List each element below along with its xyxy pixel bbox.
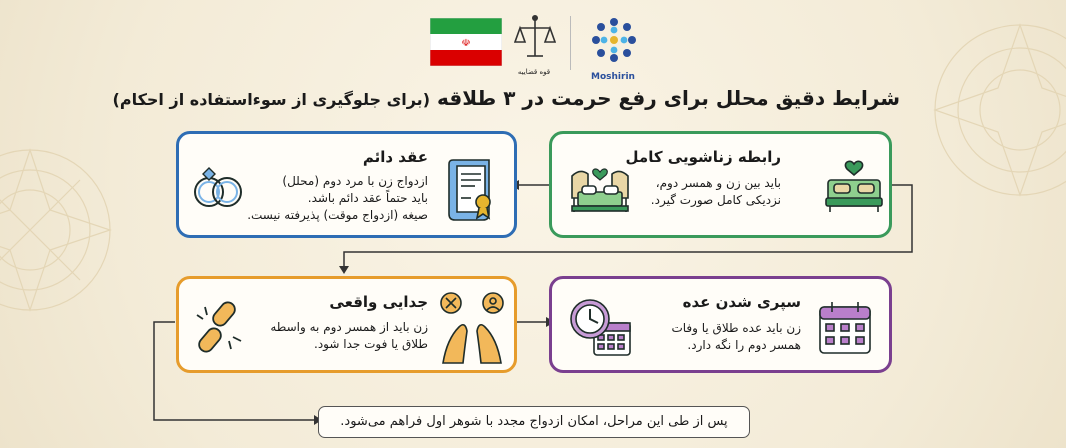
title-note: (برای جلوگیری از سوءاستفاده از احکام) [112,90,430,109]
step-title: رابطه زناشویی کامل [625,148,781,166]
title-main: شرایط دقیق محلل برای رفع حرمت در ۳ طلاقه [436,86,900,110]
marriage-contract-icon [443,154,501,224]
step-card-intercourse [549,131,892,238]
brand-name: Moshirin [591,72,635,82]
svg-text:☫: ☫ [461,38,471,49]
calendar-icon [816,299,874,357]
step-card-permanent-marriage [176,131,517,238]
arrowhead-step3 [339,266,349,274]
step-description: ازدواج زن با مرد دوم (محلل) باید حتماً عقد دائم باشد. صیغه (ازدواج موقت) پذیرفته نیست. [247,174,428,222]
step-description: زن باید از همسر دوم به واسطه طلاق یا فوت جدا شود. [270,320,428,351]
separating-hands-icon [437,291,507,365]
clock-calendar-icon [568,297,634,359]
step-card-waiting-period [549,276,892,373]
step-title: عقد دائم [362,148,428,166]
broken-chain-icon [193,299,245,355]
judiciary-label: قوه قضاییه [517,68,551,76]
wedding-rings-icon [189,164,247,212]
step-description: زن باید عده طلاق یا وفات همسر دوم را نگه دارد. [671,321,801,352]
bed-heart-icon [568,162,632,218]
step-description: باید بین زن و همسر دوم، نزدیکی کامل صورت گیرد. [650,176,781,207]
double-bed-icon [824,160,884,216]
step-card-real-separation [176,276,517,373]
footer-conclusion: پس از طی این مراحل، امکان ازدواج مجدد با شوهر اول فراهم می‌شود. [318,406,750,438]
step-title: جدایی واقعی [329,293,428,311]
step-title: سپری شدن عده [682,293,801,311]
